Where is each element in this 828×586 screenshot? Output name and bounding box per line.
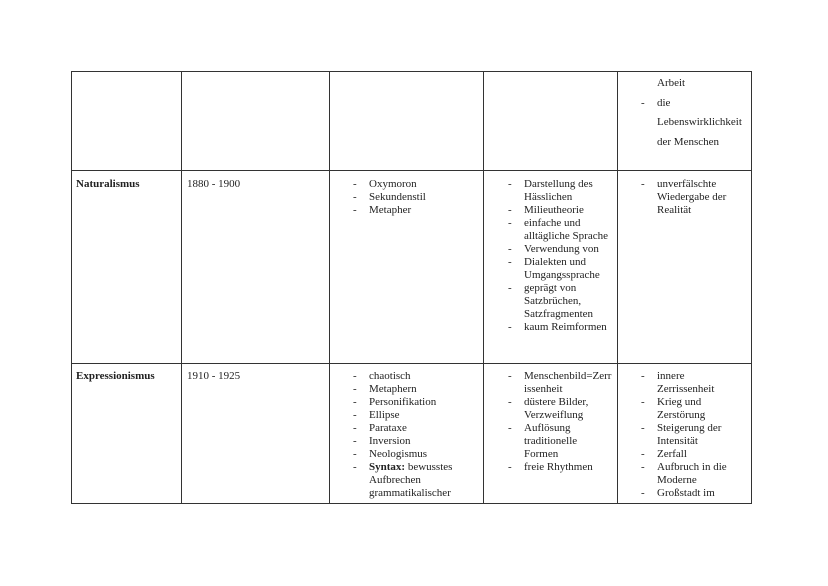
column-divider <box>483 71 484 504</box>
column-divider <box>181 71 182 504</box>
list-item: - Krieg und Zerstörung <box>641 396 741 422</box>
list-item-syntax <box>353 461 478 500</box>
column-divider <box>329 71 330 504</box>
list-item: - unverfälschte Wiedergabe der Realität <box>641 178 747 217</box>
list-item: - Metapher <box>353 204 478 217</box>
stilmittel-cell <box>353 370 478 500</box>
list-item-continuation: Arbeit <box>657 77 686 89</box>
epoch-period: 1880 - 1900 <box>187 178 241 190</box>
list-item: - Auflösung traditionelle Formen <box>508 422 614 461</box>
list-item: - Verwendung von <box>508 243 614 256</box>
themen-cell <box>641 178 747 217</box>
list-item: - Aufbruch in die Moderne <box>641 461 741 487</box>
list-item: - düstere Bilder, Verzweiflung <box>508 396 614 422</box>
themen-cell <box>641 370 741 500</box>
list-item: - Personifikation <box>353 396 478 409</box>
syntax-label: Syntax: <box>369 461 406 473</box>
list-item: - kaum Reimformen <box>508 321 614 334</box>
list-item: - Steigerung der Intensität <box>641 422 741 448</box>
list-item: - Milieutheorie <box>508 204 614 217</box>
stilmittel-cell <box>353 178 478 217</box>
list-item: - geprägt von Satzbrüchen, Satzfragmenten <box>508 282 614 321</box>
list-item: - Ellipse <box>353 409 478 422</box>
syntax-text: bewusstes Aufbrechen grammatikalischer <box>369 461 453 499</box>
list-item: - Inversion <box>353 435 478 448</box>
merkmale-cell <box>508 370 614 474</box>
list-item: - Sekundenstil <box>353 191 478 204</box>
list-item: - chaotisch <box>353 370 478 383</box>
list-item: - innere Zerrissenheit <box>641 370 741 396</box>
list-item: - Oxymoron <box>353 178 478 191</box>
list-item: - einfache und alltägliche Sprache <box>508 217 614 243</box>
list-item: - Dialekten und Umgangssprache <box>508 256 614 282</box>
row-divider <box>71 170 752 171</box>
list-item: - freie Rhythmen <box>508 461 614 474</box>
list-item: - Zerfall <box>641 448 741 461</box>
epoch-name: Expressionismus <box>76 370 155 382</box>
epoch-period: 1910 - 1925 <box>187 370 241 382</box>
list-item: - Darstellung des Hässlichen <box>508 178 614 204</box>
epoch-name: Naturalismus <box>76 178 140 190</box>
list-item: - Neologismus <box>353 448 478 461</box>
merkmale-cell <box>508 178 614 334</box>
row-divider <box>71 363 752 364</box>
list-item: - Großstadt im <box>641 487 741 500</box>
list-item: - Menschenbild=Zerrissenheit <box>508 370 614 396</box>
column-divider <box>617 71 618 504</box>
list-item: - Parataxe <box>353 422 478 435</box>
list-item: - Metaphern <box>353 383 478 396</box>
themen-cell-row0 <box>641 74 751 152</box>
list-item: - die Lebenswirklichkeit der Menschen <box>641 94 751 153</box>
